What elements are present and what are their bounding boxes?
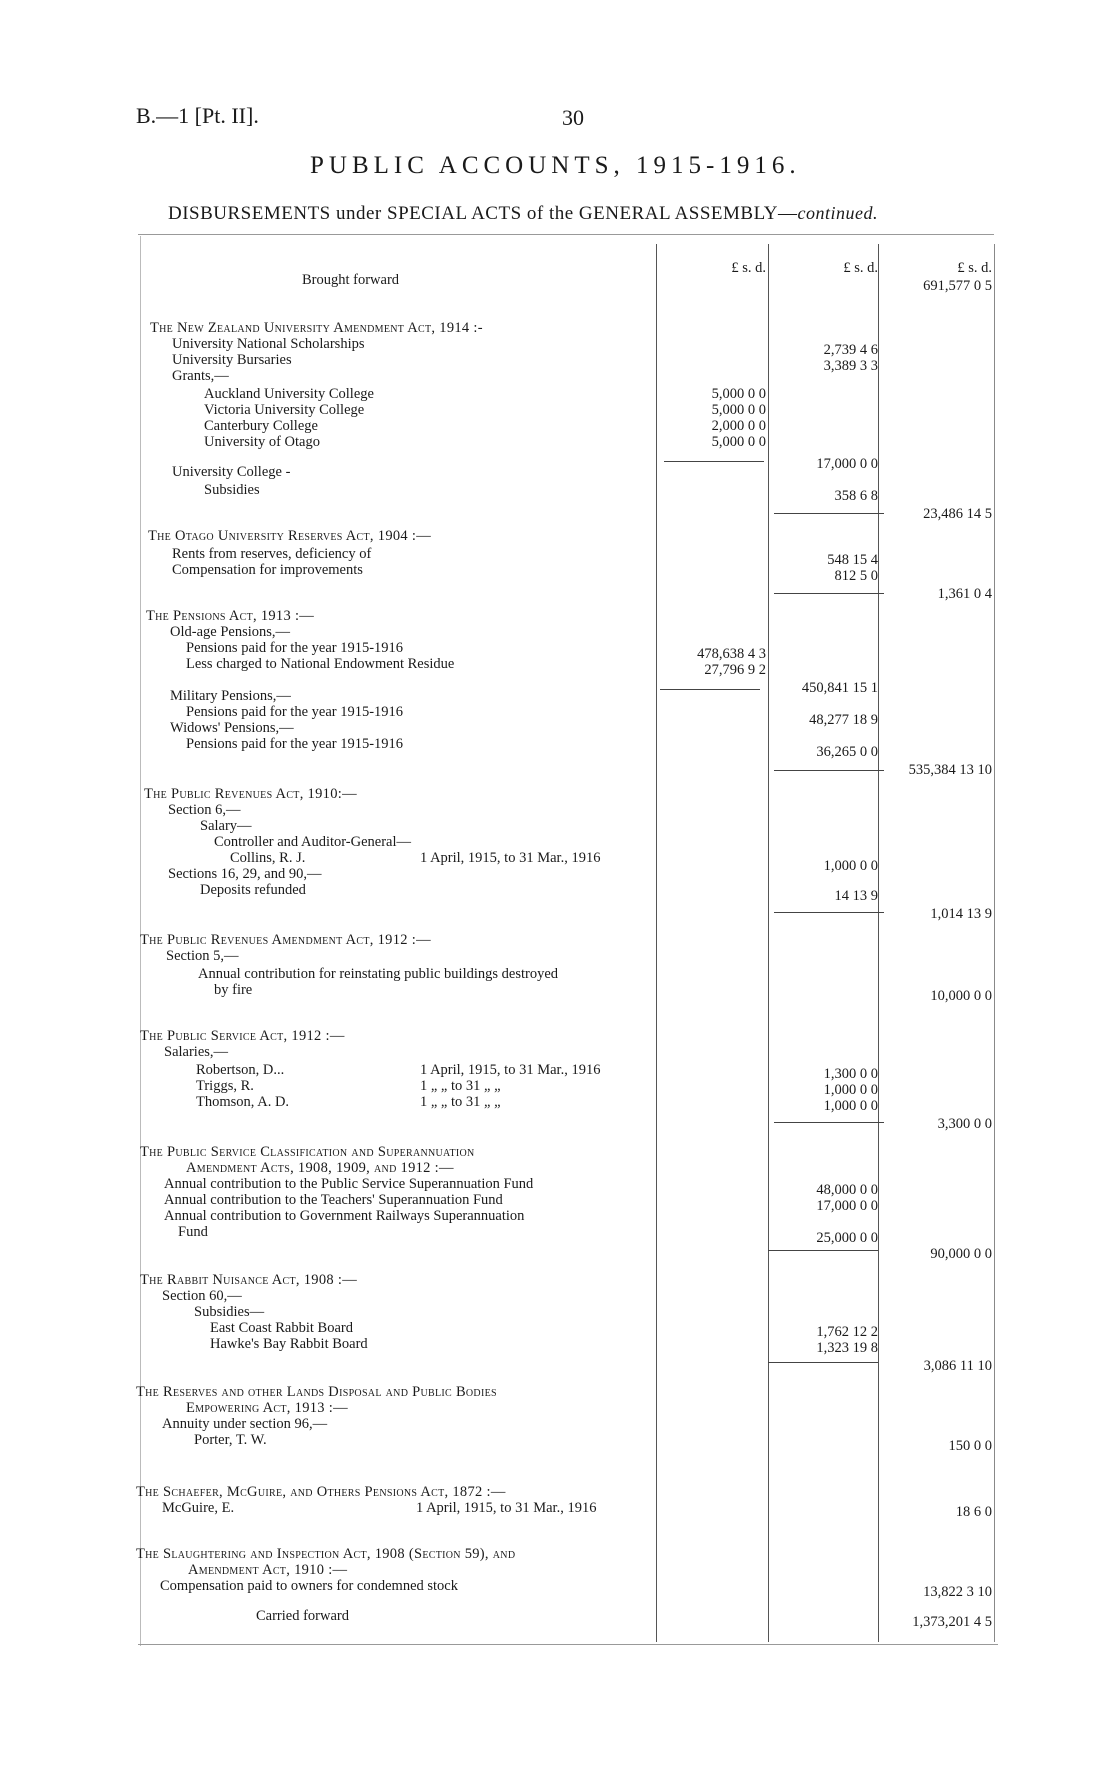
subtitle-text: DISBURSEMENTS under SPECIAL ACTS of the GENERAL ASSEMBLY—	[168, 203, 798, 224]
row-label: Carried forward	[256, 1608, 349, 1624]
subtotal-rule	[664, 461, 764, 462]
act-heading: The Public Revenues Amendment Act, 1912 :—	[140, 932, 431, 948]
row-amount: 17,000 0 0	[816, 456, 878, 472]
row-label: Annuity under section 96,—	[162, 1416, 328, 1432]
act-heading: The Public Service Act, 1912 :—	[140, 1028, 345, 1044]
subtitle-continued: continued.	[797, 203, 879, 223]
row-label: Section 6,—	[168, 802, 241, 818]
row-label: Military Pensions,—	[170, 688, 291, 704]
column-header-1: £ s. d.	[731, 260, 766, 276]
column-header-3: £ s. d.	[957, 260, 992, 276]
row-label: Section 60,—	[162, 1288, 242, 1304]
row-label: Deposits refunded	[200, 882, 306, 898]
row-label: Grants,—	[172, 368, 229, 384]
row-label: Annual contribution to the Public Service Superannuation Fund	[164, 1176, 534, 1192]
row-label: Controller and Auditor-General—	[214, 834, 412, 850]
row-label: Compensation paid to owners for condemned stock	[160, 1578, 458, 1594]
row-date: 1 „ „ to 31 „ „	[420, 1094, 501, 1110]
act-heading: Empowering Act, 1913 :—	[186, 1400, 348, 1416]
act-heading: The Slaughtering and Inspection Act, 1908 (Section 59), and	[136, 1546, 516, 1562]
row-amount: 13,822 3 10	[923, 1584, 992, 1600]
row-amount: 2,000 0 0	[711, 418, 766, 434]
row-label: Salaries,—	[164, 1044, 229, 1060]
row-date: 1 April, 1915, to 31 Mar., 1916	[420, 850, 601, 866]
column-divider-1	[656, 244, 657, 1642]
row-label: Hawke's Bay Rabbit Board	[210, 1336, 368, 1352]
page-title: PUBLIC ACCOUNTS, 1915-1916.	[310, 152, 801, 179]
row-label: Brought forward	[302, 272, 400, 288]
row-amount: 3,300 0 0	[937, 1116, 992, 1132]
row-label: Sections 16, 29, and 90,—	[168, 866, 322, 882]
row-label: Thomson, A. D.	[196, 1094, 290, 1110]
row-amount: 548 15 4	[827, 552, 878, 568]
act-heading: The Otago University Reserves Act, 1904 :—	[148, 528, 432, 544]
row-amount: 23,486 14 5	[923, 506, 992, 522]
row-amount: 1,300 0 0	[823, 1066, 878, 1082]
column-divider-2	[768, 244, 769, 1642]
row-amount: 18 6 0	[955, 1504, 992, 1520]
column-divider-3	[878, 244, 879, 1642]
row-label: University Bursaries	[172, 352, 292, 368]
row-date: 1 April, 1915, to 31 Mar., 1916	[420, 1062, 601, 1078]
row-label: Subsidies	[204, 482, 260, 498]
row-amount: 691,577 0 5	[923, 278, 992, 294]
column-divider-4	[994, 244, 995, 1642]
row-amount: 10,000 0 0	[930, 988, 992, 1004]
row-label: Canterbury College	[204, 418, 318, 434]
subtotal-rule	[774, 593, 884, 594]
row-label: by fire	[214, 982, 253, 998]
row-amount: 1,000 0 0	[823, 858, 878, 874]
row-amount: 1,323 19 8	[816, 1340, 878, 1356]
row-label: Porter, T. W.	[194, 1432, 267, 1448]
row-amount: 478,638 4 3	[697, 646, 766, 662]
row-amount: 14 13 9	[834, 888, 878, 904]
row-label: Old-age Pensions,—	[170, 624, 291, 640]
act-heading: The New Zealand University Amendment Act, 1914 :-	[150, 320, 483, 336]
row-label: McGuire, E.	[162, 1500, 235, 1516]
row-label: Collins, R. J.	[230, 850, 306, 866]
row-label: Victoria University College	[204, 402, 365, 418]
row-date: 1 „ „ to 31 „ „	[420, 1078, 501, 1094]
row-date: 1 April, 1915, to 31 Mar., 1916	[416, 1500, 597, 1516]
row-amount: 3,086 11 10	[923, 1358, 992, 1374]
row-amount: 90,000 0 0	[930, 1246, 992, 1262]
row-amount: 5,000 0 0	[711, 386, 766, 402]
page-subtitle	[168, 203, 878, 225]
row-label: Auckland University College	[204, 386, 374, 402]
row-amount: 48,277 18 9	[809, 712, 878, 728]
row-label: East Coast Rabbit Board	[210, 1320, 353, 1336]
row-amount: 2,739 4 6	[823, 342, 878, 358]
row-amount: 450,841 15 1	[801, 680, 878, 696]
row-label: Salary—	[200, 818, 252, 834]
row-label: University National Scholarships	[172, 336, 365, 352]
row-label: Pensions paid for the year 1915-1916	[186, 704, 404, 720]
row-label: Rents from reserves, deficiency of	[172, 546, 372, 562]
subtotal-rule	[774, 1122, 884, 1123]
row-amount: 150 0 0	[948, 1438, 992, 1454]
subtotal-rule	[768, 1250, 878, 1251]
row-amount: 1,762 12 2	[816, 1324, 878, 1340]
subtotal-rule	[774, 513, 884, 514]
row-amount: 3,389 3 3	[823, 358, 878, 374]
row-label: Pensions paid for the year 1915-1916	[186, 736, 404, 752]
act-heading: The Rabbit Nuisance Act, 1908 :—	[140, 1272, 357, 1288]
row-amount: 36,265 0 0	[816, 744, 878, 760]
row-amount: 535,384 13 10	[908, 762, 992, 778]
subtotal-rule	[768, 1362, 878, 1363]
page-number: 30	[562, 105, 584, 130]
row-label: Less charged to National Endowment Residue	[186, 656, 455, 672]
row-amount: 5,000 0 0	[711, 434, 766, 450]
act-heading: Amendment Act, 1910 :—	[188, 1562, 348, 1578]
report-reference: B.—1 [Pt. II].	[136, 103, 259, 128]
subtotal-rule	[774, 770, 884, 771]
row-amount: 1,014 13 9	[930, 906, 992, 922]
row-amount: 17,000 0 0	[816, 1198, 878, 1214]
table-bottom-rule	[138, 1644, 998, 1645]
row-amount: 25,000 0 0	[816, 1230, 878, 1246]
row-label: University College -	[172, 464, 291, 480]
row-label: Section 5,—	[166, 948, 239, 964]
row-amount: 1,000 0 0	[823, 1082, 878, 1098]
row-amount: 1,361 0 4	[937, 586, 992, 602]
row-label: Annual contribution to the Teachers' Superannuation Fund	[164, 1192, 503, 1208]
row-label: Annual contribution to Government Railways Superannuation	[164, 1208, 525, 1224]
subtotal-rule	[660, 689, 760, 690]
act-heading: The Public Service Classification and Superannuation	[140, 1144, 475, 1160]
row-label: Fund	[178, 1224, 208, 1240]
act-heading: Amendment Acts, 1908, 1909, and 1912 :—	[186, 1160, 454, 1176]
row-label: Triggs, R.	[196, 1078, 254, 1094]
row-amount: 27,796 9 2	[704, 662, 766, 678]
act-heading: The Reserves and other Lands Disposal and Public Bodies	[136, 1384, 497, 1400]
act-heading: The Schaefer, McGuire, and Others Pensions Act, 1872 :—	[136, 1484, 506, 1500]
row-label: Widows' Pensions,—	[170, 720, 294, 736]
row-amount: 5,000 0 0	[711, 402, 766, 418]
row-amount: 812 5 0	[834, 568, 878, 584]
row-label: Robertson, D...	[196, 1062, 285, 1078]
table-top-rule	[138, 234, 994, 235]
row-amount: 1,000 0 0	[823, 1098, 878, 1114]
row-label: Compensation for improvements	[172, 562, 363, 578]
column-header-2: £ s. d.	[843, 260, 878, 276]
row-amount: 48,000 0 0	[816, 1182, 878, 1198]
act-heading: The Pensions Act, 1913 :—	[146, 608, 315, 624]
row-label: Pensions paid for the year 1915-1916	[186, 640, 404, 656]
row-label: Annual contribution for reinstating public buildings destroyed	[198, 966, 559, 982]
subtotal-rule	[774, 912, 884, 913]
act-heading: The Public Revenues Act, 1910:—	[144, 786, 357, 802]
row-label: Subsidies—	[194, 1304, 265, 1320]
row-amount: 358 6 8	[834, 488, 878, 504]
row-label: University of Otago	[204, 434, 320, 450]
row-amount: 1,373,201 4 5	[912, 1614, 992, 1630]
